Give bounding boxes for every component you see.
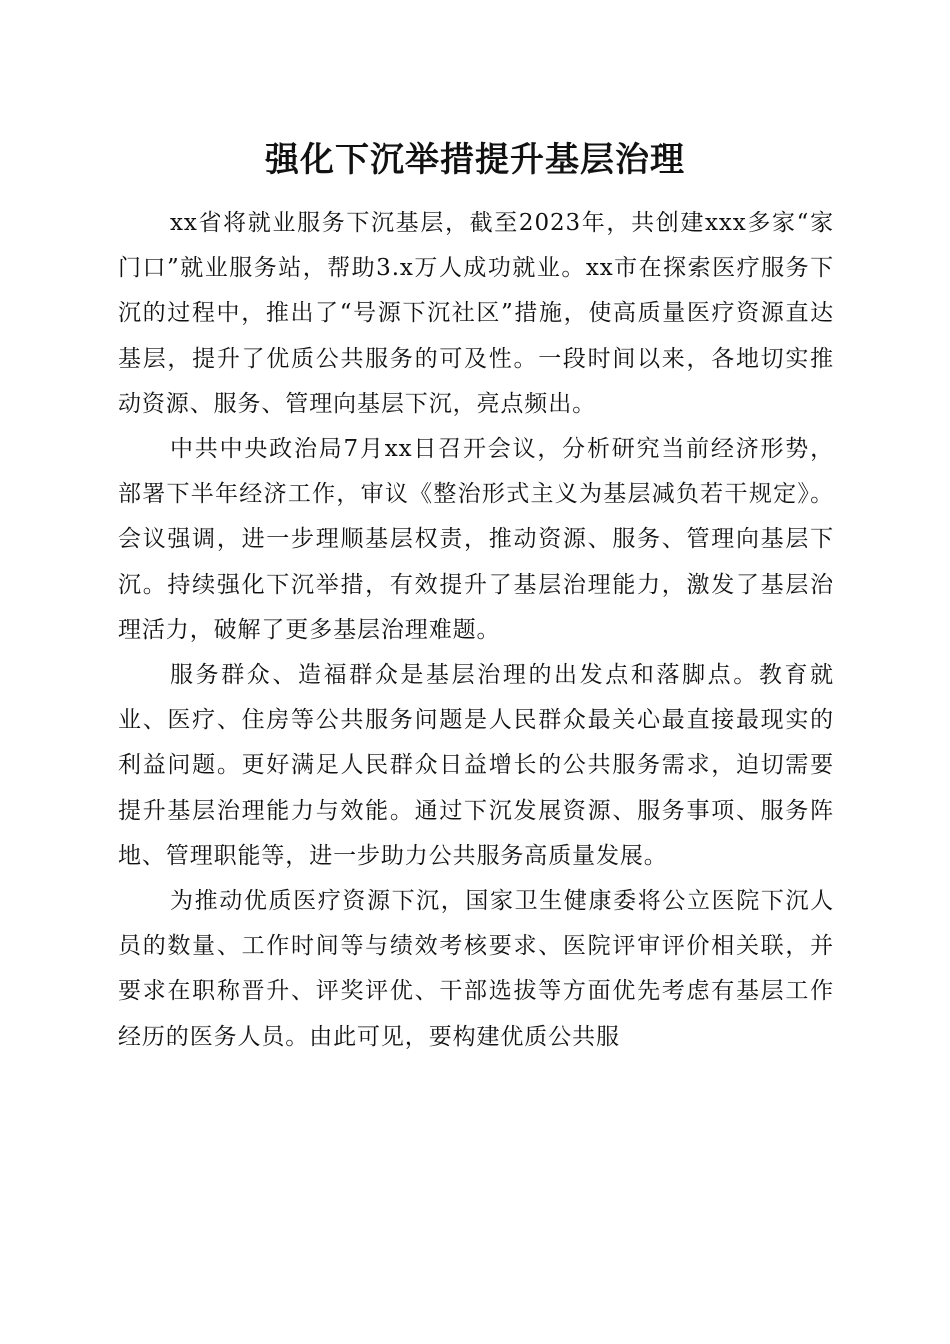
paragraph-2: 中共中央政治局7月xx日召开会议，分析研究当前经济形势，部署下半年经济工作，审议《整治形式主义为基层减负若干规定》。会议强调，进一步理顺基层权责，推动资源、服务、管理向基层下沉。持续强化下沉举措，有效提升了基层治理能力，激发了基层治理活力，破解了更多基层治理难题。 — [118, 436, 834, 643]
paragraph-1: xx省将就业服务下沉基层，截至2023年，共创建xxx多家“家门口”就业服务站，帮助3.x万人成功就业。xx市在探索医疗服务下沉的过程中，推出了“号源下沉社区”措施，使高质量医疗资源直达基层，提升了优质公共服务的可及性。一段时间以来，各地切实推动资源、服务、管理向基层下沉，亮点频出。 — [118, 210, 834, 417]
paragraph-3: 服务群众、造福群众是基层治理的出发点和落脚点。教育就业、医疗、住房等公共服务问题是人民群众最关心最直接最现实的利益问题。更好满足人民群众日益增长的公共服务需求，迫切需要提升基层治理能力与效能。通过下沉发展资源、服务事项、服务阵地、管理职能等，进一步助力公共服务高质量发展。 — [118, 662, 834, 869]
document-title: 强化下沉举措提升基层治理 — [265, 140, 685, 180]
paragraph-4: 为推动优质医疗资源下沉，国家卫生健康委将公立医院下沉人员的数量、工作时间等与绩效考核要求、医院评审评价相关联，并要求在职称晋升、评奖评优、干部选拔等方面优先考虑有基层工作经历的医务人员。由此可见，要构建优质公共服 — [118, 888, 834, 1050]
document-body — [118, 201, 834, 1060]
